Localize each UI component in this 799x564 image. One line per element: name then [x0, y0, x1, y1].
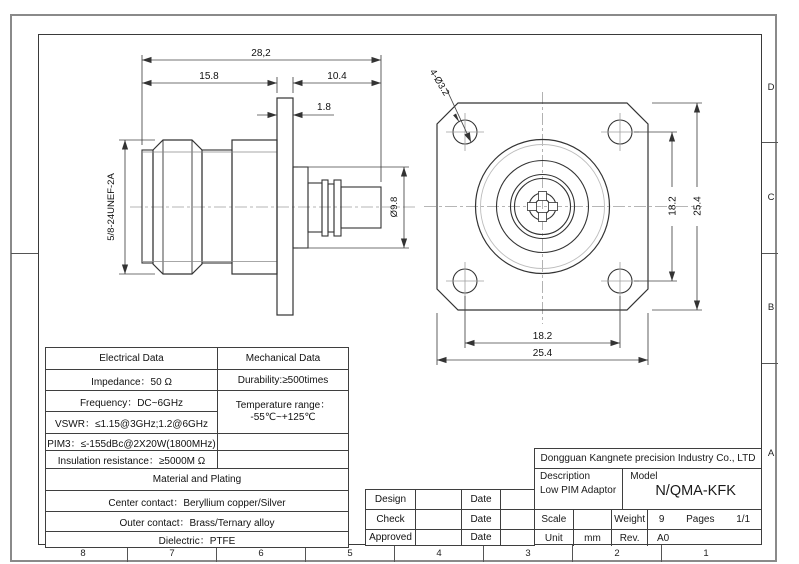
dim-plug-length: 10.4: [327, 71, 347, 82]
pages-label: Pages: [686, 514, 715, 525]
front-view: [424, 92, 702, 324]
unit-label: Unit: [535, 530, 574, 546]
center-contact-cell: Center contact：Beryllium copper/Silver: [46, 491, 349, 512]
zone-number: 4: [436, 548, 442, 559]
side-view: [130, 98, 416, 315]
pages-value: 1/1: [736, 514, 751, 525]
company-name: Dongguan Kangnete precision Industry Co., LTD: [540, 453, 756, 464]
mechanical-data-header: Mechanical Data: [218, 348, 349, 370]
dielectric-cell: Dielectric：PTFE: [46, 532, 349, 548]
mounting-flange-side: [277, 98, 293, 315]
dim-flange-width: 25.4: [532, 348, 553, 359]
vswr-cell: VSWR：≤1.15@3GHz;1.2@6GHz: [46, 412, 218, 434]
zone-letter: B: [767, 302, 775, 313]
description-value: Low PIM Adaptor: [540, 485, 617, 496]
zone-letter: A: [767, 448, 775, 459]
n-connector-ring: [142, 150, 153, 263]
zone-letter: C: [767, 192, 775, 203]
temperature-range-line2: -55℃~+125℃: [250, 412, 316, 423]
unit-value: mm: [574, 530, 613, 546]
dim-flange-height: 25.4: [692, 196, 704, 216]
temperature-range-cell: [218, 391, 349, 434]
frequency-cell: Frequency：DC~6GHz: [46, 391, 218, 412]
zone-number: 6: [258, 548, 264, 559]
scale-value-cell: [574, 510, 613, 529]
title-block: [534, 448, 762, 545]
durability-cell: Durability:≥500times: [218, 370, 349, 391]
zone-number: 5: [347, 548, 353, 559]
weight-value: 9: [658, 514, 665, 525]
empty-cell: [218, 451, 349, 469]
date-label: Date: [462, 530, 501, 546]
check-label: Check: [366, 510, 416, 530]
date-label: Date: [462, 510, 501, 530]
zone-number: 3: [525, 548, 531, 559]
approved-date-cell: [501, 530, 535, 546]
design-signature-cell: [416, 490, 462, 510]
qma-boss: [293, 167, 308, 248]
zone-letter: D: [767, 82, 775, 93]
zone-number: 1: [703, 548, 709, 559]
qma-ridge: [334, 180, 341, 236]
pim3-cell: PIM3：≤-155dBc@2X20W(1800MHz): [46, 434, 218, 451]
qma-barrel: [341, 187, 381, 228]
model-label: Model: [630, 471, 658, 482]
zone-number: 7: [169, 548, 175, 559]
scale-label: Scale: [535, 510, 574, 529]
qma-step: [308, 183, 322, 232]
electrical-data-header: Electrical Data: [46, 348, 218, 370]
qma-groove: [328, 184, 334, 232]
approved-label: Approved: [366, 530, 416, 546]
dim-overall-length: 28,2: [251, 48, 271, 59]
description-label: Description: [540, 471, 591, 482]
design-label: Design: [366, 490, 416, 510]
dim-plug-diameter: Ø9.8: [389, 196, 400, 218]
dim-flange-thickness: 1.8: [317, 102, 331, 113]
dim-hole-pitch-h: 18.2: [532, 331, 553, 342]
insulation-resistance-cell: Insulation resistance：≥5000M Ω: [46, 451, 218, 469]
spec-table: [45, 347, 349, 548]
dim-hole-pitch-v: 18.2: [667, 196, 679, 216]
date-label: Date: [462, 490, 501, 510]
rev-label: Rev.: [612, 530, 648, 546]
design-date-cell: [501, 490, 535, 510]
connector-neck: [202, 150, 232, 263]
material-plating-header: Material and Plating: [46, 469, 349, 491]
model-value: N/QMA-KFK: [655, 483, 736, 499]
approval-table: [365, 489, 535, 546]
dim-thread-callout: 5/8-24UNEF-2A: [106, 173, 117, 241]
outer-contact-cell: Outer contact：Brass/Ternary alloy: [46, 512, 349, 532]
side-view-dimensions: [119, 55, 409, 274]
empty-cell: [218, 434, 349, 451]
zone-number: 8: [80, 548, 86, 559]
rev-value: A0: [656, 532, 670, 544]
check-date-cell: [501, 510, 535, 530]
impedance-cell: Impedance：50 Ω: [46, 370, 218, 391]
dim-body-length: 15.8: [199, 71, 219, 82]
approved-signature-cell: [416, 530, 462, 546]
zone-number: 2: [614, 548, 620, 559]
weight-label: Weight: [612, 510, 648, 529]
check-signature-cell: [416, 510, 462, 530]
dim-mount-holes-callout: 4-Ø3.2: [426, 67, 452, 98]
qma-ridge: [322, 180, 328, 236]
temperature-range-line1: Temperature range：: [235, 400, 331, 411]
